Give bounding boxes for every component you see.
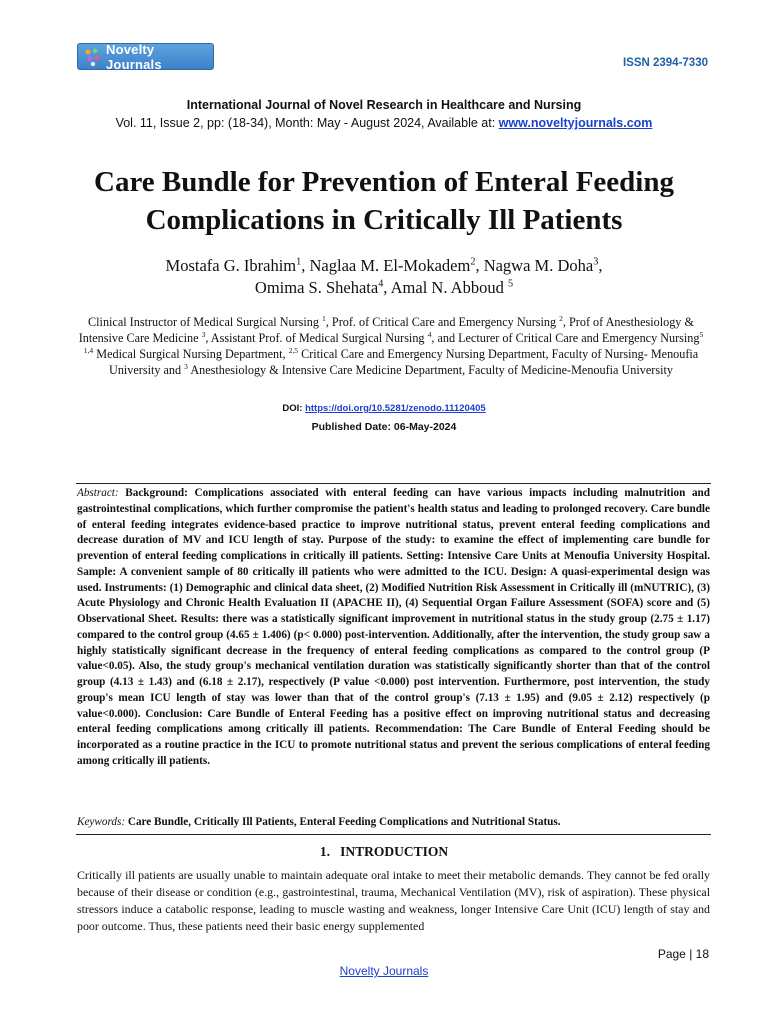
journal-info-text: Vol. 11, Issue 2, pp: (18-34), Month: May - August 2024, Available at:	[115, 116, 499, 130]
author-separator: ,	[301, 256, 310, 275]
keywords-label: Keywords:	[77, 816, 126, 828]
affiliation-text: , Assistant Prof. of Medical Surgical Nursing	[205, 331, 428, 345]
affiliation-text: , Prof. of Critical Care and Emergency Nursing	[325, 315, 560, 329]
author-list	[40, 255, 728, 299]
author-separator: ,	[598, 256, 603, 275]
affiliation-text: Medical Surgical Nursing Department,	[93, 347, 289, 361]
affiliation-text: Anesthesiology & Intensive Care Medicine Department, Faculty of Medicine-Menoufia University	[187, 363, 673, 377]
author-name: Naglaa M. El-Mokadem	[309, 256, 471, 275]
affiliation-mark: 5	[699, 329, 704, 339]
published-date: Published Date: 06-May-2024	[311, 421, 457, 433]
author-separator: ,	[475, 256, 484, 275]
journal-info	[0, 116, 768, 130]
abstract-text: Background: Complications associated with enteral feeding can have various impacts including malnutrition and gastrointestinal complications, which further compromise the patient's health status and leading to prolonged recovery. Care bundle of enteral feeding integrates evidence-based practice to improve nutritional status, prevent enteral feeding complications and decrease duration of MV and ICU length of stay. Purpose of the study: to examine the effect of implementing care bundle for prevention of enteral feeding complications in critically ill patients. Setting: Intensive Care Units at Menoufia University Hospital. Sample: A convenient sample of 80 critically ill patients who were admitted to the ICU. Design: A quasi-experimental design was used. Instruments: (1) Demographic and clinical data sheet, (2) Modified Nutrition Risk Assessment in Critically ill (mNUTRIC), (3) Acute Physiology and Chronic Health Evaluation II (APACHE II), (4) Sequential Organ Failure Assessment (SOFA) score and (5) Observational Sheet. Results: there was a statistically significant improvement in nutritional status in the study group (2.75 ± 1.17) compared to the control group (4.65 ± 1.406) (p< 0.000) post-intervention. Additionally, after the intervention, the study group saw a highly statistically significant decrease in the frequency of enteral feeding complications as compared to the control group (P value<0.05). Also, the study group's mechanical ventilation duration was statistically significantly shorter than that of the control group (4.13 ± 1.43) and (6.18 ± 2.17), respectively (P value <0.000) post intervention. Furthermore, post intervention, the study group's mean ICU length of stay was lower than that of the control group's (7.13 ± 1.95) and (9.05 ± 2.12) respectively (p value<0.000). Conclusion: Care Bundle of Enteral Feeding has a positive effect on improving nutritional status and decreasing enteral feeding complications among critically ill patients. Recommendation: The Care Bundle of Enteral Feeding should be incorporated as a routine practice in the ICU to promote nutritional status and prevent the serious complications of enteral feeding among critically ill patients.	[77, 487, 710, 767]
affiliation-mark: 3	[201, 329, 206, 339]
journal-website-link[interactable]: www.noveltyjournals.com	[498, 116, 653, 130]
author-affiliation-mark: 4	[378, 278, 384, 290]
affiliation-text: , and Lecturer of Critical Care and Emergency Nursing	[431, 331, 700, 345]
issn-label: ISSN 2394-7330	[622, 57, 708, 69]
publisher-logo	[77, 43, 214, 70]
affiliation-mark: 2,5	[288, 345, 299, 355]
affiliation-mark: 1,4	[83, 345, 94, 355]
affiliation-text: Critical Care and Emergency Nursing Department, Faculty of Nursing- Menoufia University and	[109, 347, 699, 377]
author-name: Mostafa G. Ibrahim	[165, 256, 297, 275]
abstract-top-divider	[76, 483, 711, 484]
page-number: Page | 18	[657, 947, 709, 961]
doi-line	[0, 403, 768, 414]
affiliation-mark: 3	[184, 361, 188, 371]
molecule-icon	[82, 47, 102, 67]
affiliation-mark: 1	[322, 313, 326, 323]
doi-link[interactable]: https://doi.org/10.5281/zenodo.11120405	[305, 403, 486, 414]
keywords-text: Care Bundle, Critically Ill Patients, Enteral Feeding Complications and Nutritional Status.	[125, 816, 561, 828]
affiliations	[74, 314, 708, 378]
author-affiliation-mark: 5	[507, 278, 514, 290]
affiliation-text: , Prof of Anesthesiology & Intensive Care Medicine	[78, 315, 694, 345]
logo-text: Novelty Journals	[106, 41, 162, 72]
author-affiliation-mark: 3	[593, 256, 599, 268]
keywords	[77, 815, 710, 830]
author-affiliation-mark: 1	[296, 256, 302, 268]
paper-title: Care Bundle for Prevention of Enteral Feeding Complications in Critically Ill Patients	[94, 166, 674, 236]
affiliation-text: Clinical Instructor of Medical Surgical Nursing	[88, 315, 323, 329]
footer	[0, 964, 768, 978]
author-name: Amal N. Abboud	[390, 278, 508, 297]
author-separator: ,	[383, 278, 391, 297]
doi-label: DOI:	[282, 403, 306, 414]
introduction-paragraph: Critically ill patients are usually unable to maintain adequate oral intake to meet their metabolic demands. They cannot be fed orally because of their disease or condition (e.g., gastrointestinal, trauma, Mechanical Ventilation (MV), risk of aspiration). These physical stressors induce a catabolic response, leading to muscle wasting and weakness, longer Intensive Care Unit (ICU) length of stay and poor outcome. Thus, these patients need their basic energy supplemented	[77, 868, 710, 933]
publisher-footer-link[interactable]: Novelty Journals	[339, 964, 429, 978]
abstract-label: Abstract:	[77, 487, 119, 499]
author-name: Nagwa M. Doha	[483, 256, 594, 275]
author-affiliation-mark: 2	[470, 256, 476, 268]
abstract-bottom-divider	[76, 834, 711, 835]
affiliation-mark: 2	[559, 313, 563, 323]
section-heading-introduction: 1. INTRODUCTION	[319, 844, 449, 859]
journal-title: International Journal of Novel Research in Healthcare and Nursing	[186, 98, 582, 112]
affiliation-mark: 4	[427, 329, 432, 339]
abstract	[77, 486, 710, 770]
author-name: Omima S. Shehata	[254, 278, 379, 297]
